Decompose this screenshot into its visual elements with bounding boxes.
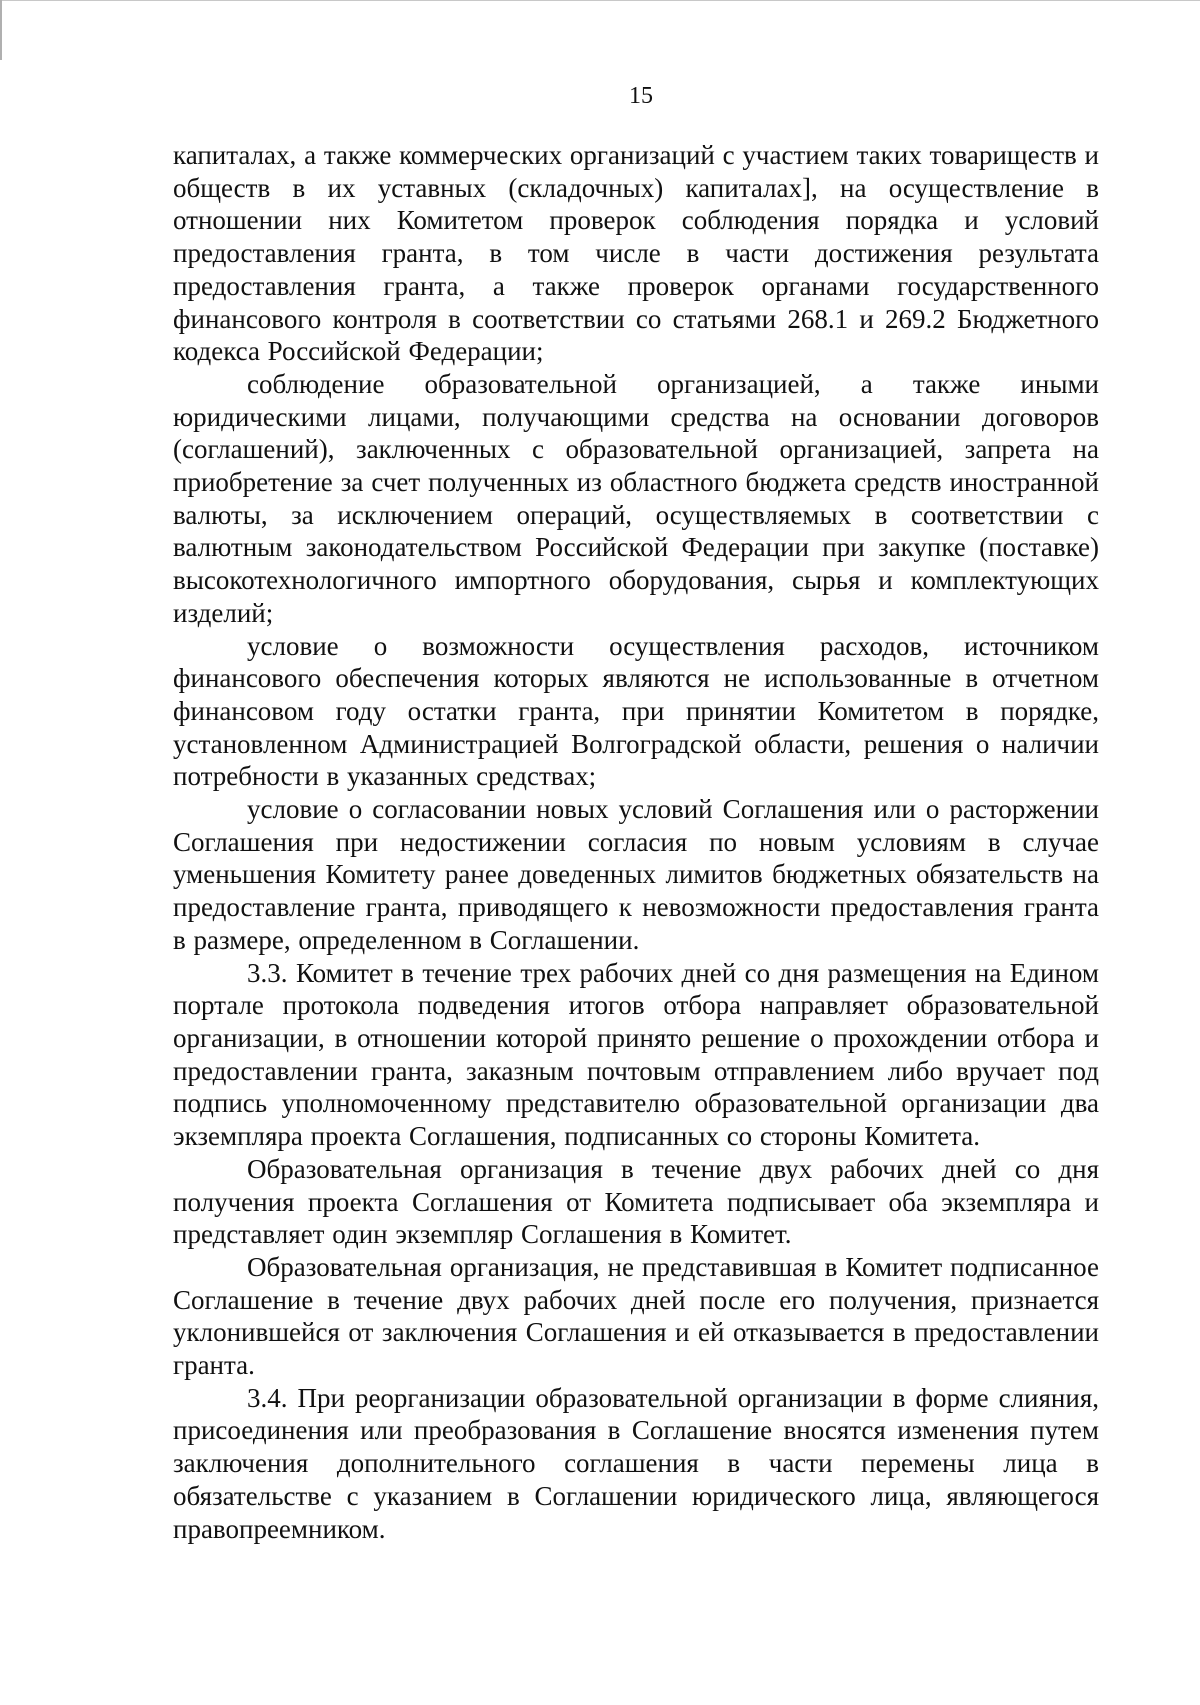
paragraph-new-conditions: условие о согласовании новых условий Соглашения или о расторжении Соглашения при недостижении согласия по новым условиям в случае уменьшения Комитету ранее доведенных лимитов бюджетных обязательств на предоставление гранта, приводящего к невозможности предоставления гранта в размере, определенном в Соглашении.: [173, 794, 1099, 955]
paragraph-refusal: Образовательная организация, не представившая в Комитет подписанное Соглашение в течение двух рабочих дней после его получения, признается уклонившейся от заключения Соглашения и ей отказывается в предоставлении гранта.: [173, 1251, 1099, 1381]
paragraph-remaining-funds: условие о возможности осуществления расходов, источником финансового обеспечения которых являются не использованные в отчетном финансовом году остатки гранта, при принятии Комитетом в порядке, установленном Администрацией Волгоградской области, решения о наличии потребности в указанных средствах;: [173, 630, 1099, 792]
page-number: 15: [629, 83, 653, 109]
paragraph-currency-ban: соблюдение образовательной организацией, а также иными юридическими лицами, получающими средства на основании договоров (соглашений), заключенных с образовательной организацией, запрета на приобретение за счет полученных из областного бюджета средств иностранной валюты, за исключением операций, осуществляемых в соответствии с валютным законодательством Российской Федерации при закупке (поставке) высокотехнологичного импортного оборудования, сырья и комплектующих изделий;: [173, 368, 1099, 628]
document-body: [173, 139, 1099, 1545]
paragraph-clause-3-4: 3.4. При реорганизации образовательной организации в форме слияния, присоединения или преобразования в Соглашение вносятся изменения путем заключения дополнительного соглашения в части перемены лица в обязательстве с указанием в Соглашении юридического лица, являющегося правопреемником.: [173, 1382, 1099, 1544]
scan-edge-left: [0, 0, 3, 60]
paragraph-clause-3-3: 3.3. Комитет в течение трех рабочих дней со дня размещения на Едином портале протокола подведения итогов отбора направляет образовательной организации, в отношении которой принято решение о прохождении отбора и предоставлении гранта, заказным почтовым отправлением либо вручает под подпись уполномоченному представителю образовательной организации два экземпляра проекта Соглашения, подписанных со стороны Комитета.: [173, 957, 1099, 1152]
paragraph-continuation: капиталах, а также коммерческих организаций с участием таких товариществ и обществ в их уставных (складочных) капиталах], на осуществление в отношении них Комитетом проверок соблюдения порядка и условий предоставления гранта, в том числе в части достижения результата предоставления гранта, а также проверок органами государственного финансового контроля в соответствии со статьями 268.1 и 269.2 Бюджетного кодекса Российской Федерации;: [173, 140, 1099, 367]
scan-edge-top: [0, 0, 1200, 3]
paragraph-signing: Образовательная организация в течение двух рабочих дней со дня получения проекта Соглашения от Комитета подписывает оба экземпляра и представляет один экземпляр Соглашения в Комитет.: [173, 1153, 1099, 1250]
